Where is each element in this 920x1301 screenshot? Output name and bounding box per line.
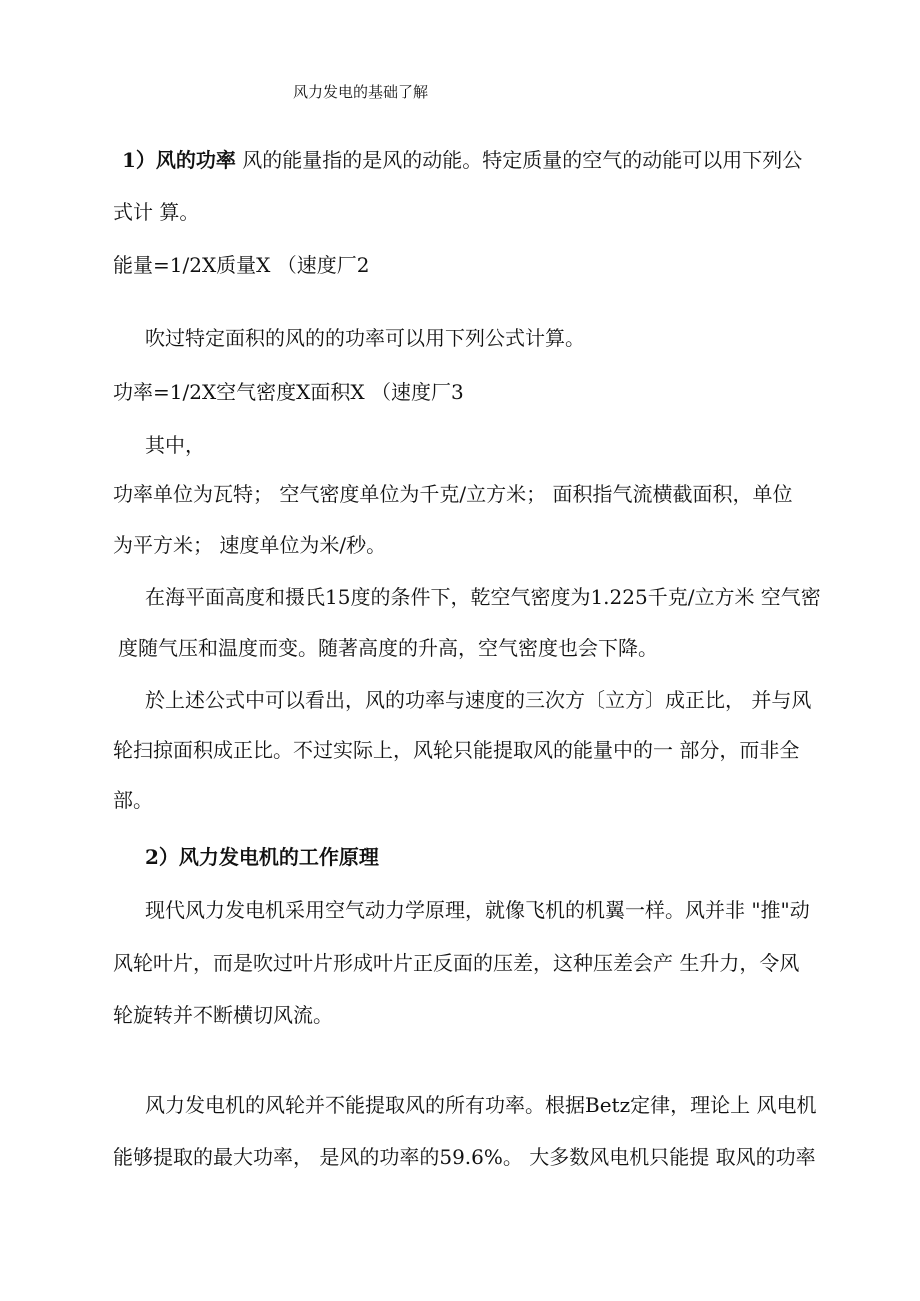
paragraph-line: 轮扫掠面积成正比。不过实际上，风轮只能提取风的能量中的一 部分，而非全 xyxy=(113,738,800,762)
formula-energy: 能量=1/2X质量X （速度厂2 xyxy=(113,253,370,277)
document-title: 风力发电的基础了解 xyxy=(293,83,429,101)
section-heading: 1）风的功率 xyxy=(122,148,236,172)
formula-power: 功率=1/2X空气密度X面积X （速度厂3 xyxy=(113,380,464,404)
paragraph-line: 度随气压和温度而变。随著高度的升高，空气密度也会下降。 xyxy=(118,636,658,660)
section-heading: 2）风力发电机的工作原理 xyxy=(145,845,379,869)
paragraph-line: 能够提取的最大功率， 是风的功率的59.6%。 大多数风电机只能提 取风的功率 xyxy=(113,1145,816,1169)
paragraph-line: 部。 xyxy=(113,788,153,812)
paragraph-line: 轮旋转并不断横切风流。 xyxy=(113,1003,333,1027)
paragraph-line: 在海平面高度和摄氏15度的条件下，乾空气密度为1.225千克/立方米 空气密 xyxy=(145,585,821,609)
text: 风的能量指的是风的动能。特定质量的空气的动能可以用下列公 xyxy=(242,148,803,172)
paragraph-line: 风力发电机的风轮并不能提取风的所有功率。根据Betz定律，理论上 风电机 xyxy=(145,1093,817,1117)
paragraph-line: 式计 算。 xyxy=(113,200,200,224)
paragraph-line: 风轮叶片，而是吹过叶片形成叶片正反面的压差，这种压差会产 生升力，令风 xyxy=(113,951,800,975)
paragraph-line: 於上述公式中可以看出，风的功率与速度的三次方〔立方〕成正比， 并与风 xyxy=(145,688,812,712)
paragraph-line: 现代风力发电机采用空气动力学原理，就像飞机的机翼一样。风并非 "推"动 xyxy=(145,898,810,922)
paragraph-line: 功率单位为瓦特； 空气密度单位为千克/立方米； 面积指气流横截面积，单位 xyxy=(113,482,793,506)
paragraph-line: 吹过特定面积的风的的功率可以用下列公式计算。 xyxy=(145,326,585,350)
paragraph-line xyxy=(122,148,802,172)
paragraph-line: 为平方米； 速度单位为米/秒。 xyxy=(113,533,387,557)
paragraph-line: 其中， xyxy=(145,433,205,457)
